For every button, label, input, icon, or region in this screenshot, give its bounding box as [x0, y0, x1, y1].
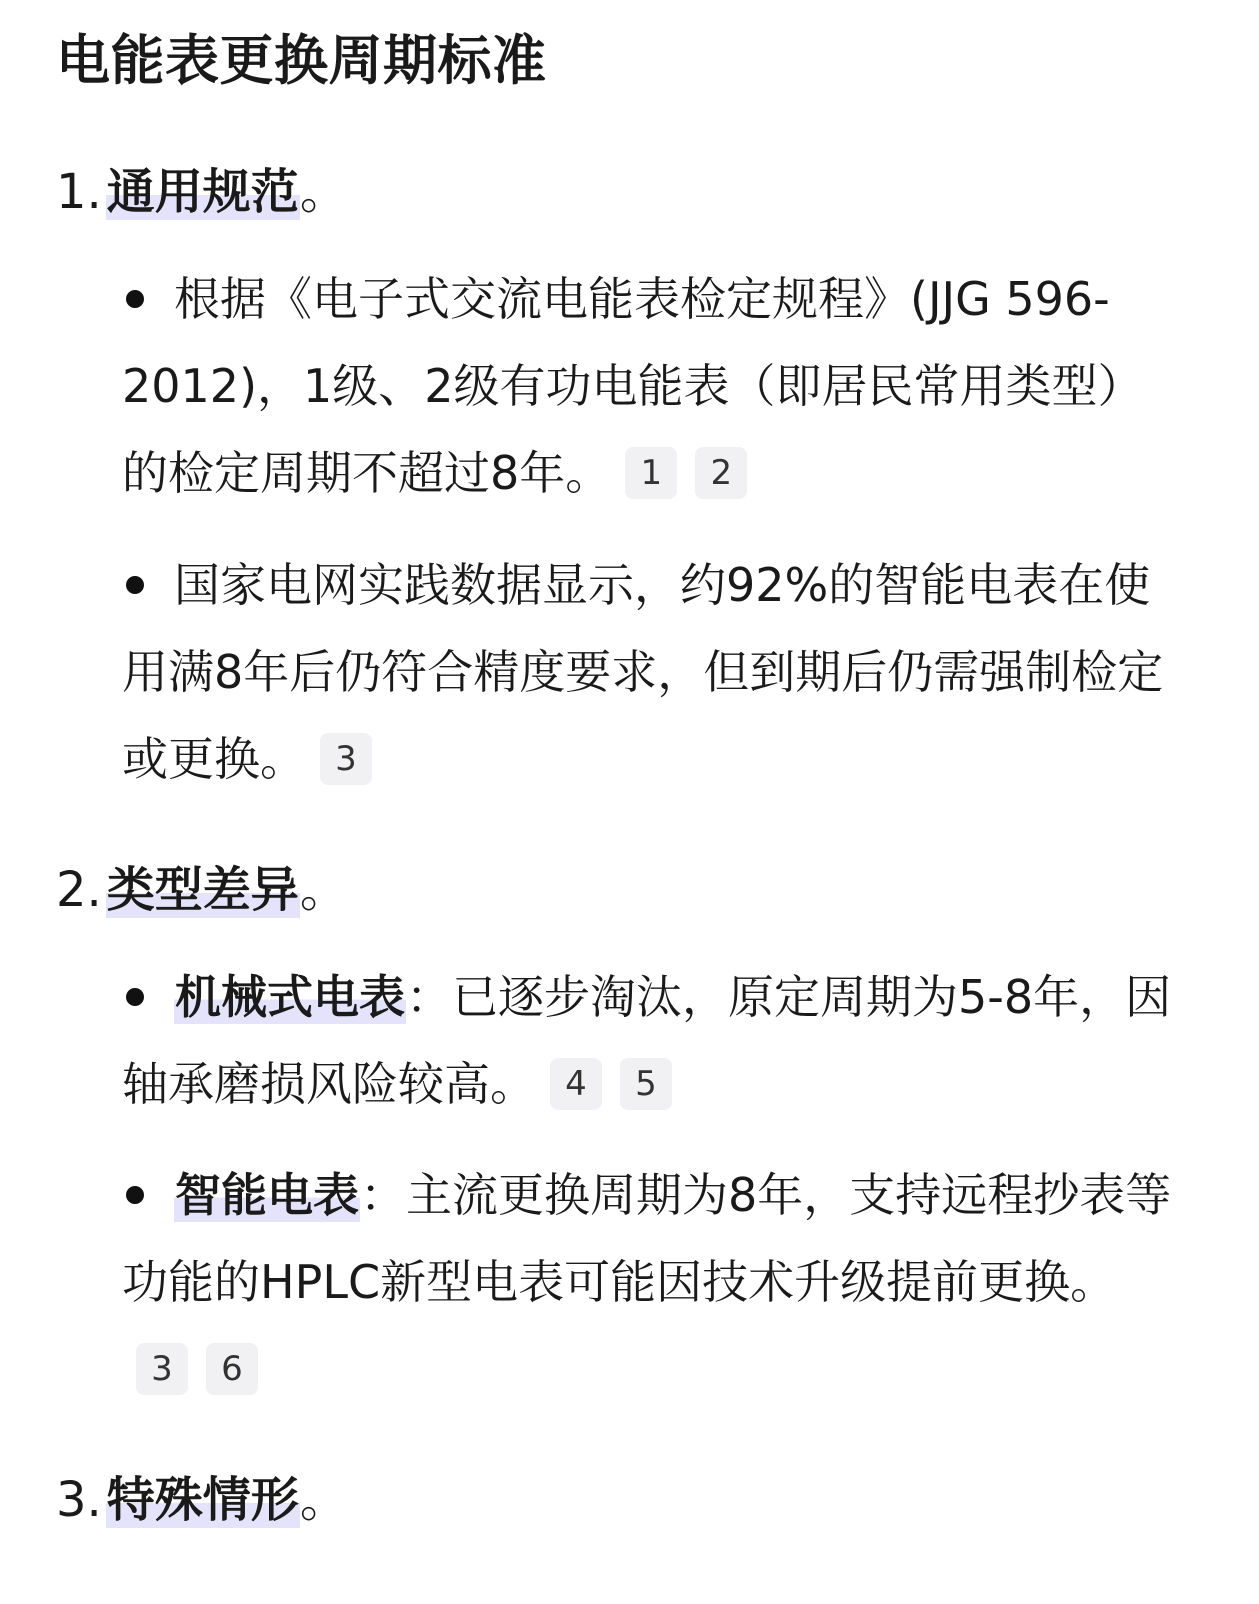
section-number: 1.	[56, 164, 102, 220]
page-title: 电能表更换周期标准	[56, 29, 547, 92]
section-title: 类型差异	[106, 862, 299, 918]
list-item	[122, 1152, 1182, 1413]
list-item	[122, 256, 1182, 517]
citation-badge[interactable]: 4	[550, 1058, 602, 1110]
citation-badge[interactable]: 3	[320, 733, 372, 785]
section-title: 通用规范	[106, 164, 299, 220]
list-item	[122, 542, 1182, 803]
citation-badge[interactable]: 5	[620, 1058, 672, 1110]
section-number: 3.	[56, 1472, 102, 1528]
citation-badge[interactable]: 2	[695, 447, 747, 499]
bullet-dot-icon	[126, 1186, 144, 1204]
list-item-text: ：已逐步淘汰，原定周期为5-8年，因轴承磨损风险较高。	[122, 970, 1172, 1111]
list-item-bold-term: 机械式电表	[175, 970, 405, 1024]
list-item-text: 国家电网实践数据显示，约92%的智能电表在使用满8年后仍符合精度要求，但到期后仍需强制检定或更换。	[122, 558, 1164, 786]
section-heading-3	[56, 1468, 348, 1532]
bullet-dot-icon	[126, 576, 144, 594]
citation-badge[interactable]: 6	[206, 1343, 258, 1395]
list-item-text: 根据《电子式交流电能表检定规程》(JJG 596-2012)，1级、2级有功电能表（即居民常用类型）的检定周期不超过8年。	[122, 272, 1144, 500]
section-number: 2.	[56, 862, 102, 918]
section-period: 。	[299, 862, 348, 918]
section-heading-1	[56, 160, 348, 224]
section-period: 。	[299, 164, 348, 220]
citation-badge[interactable]: 1	[625, 447, 677, 499]
bullet-dot-icon	[126, 290, 144, 308]
list-item-bold-term: 智能电表	[175, 1168, 359, 1222]
section-heading-2	[56, 858, 348, 922]
section-period: 。	[299, 1472, 348, 1528]
citation-badge[interactable]: 3	[136, 1343, 188, 1395]
list-item	[122, 954, 1182, 1128]
list-item-text: ：主流更换周期为8年，支持远程抄表等功能的HPLC新型电表可能因技术升级提前更换。	[122, 1168, 1172, 1309]
section-title: 特殊情形	[106, 1472, 299, 1528]
bullet-dot-icon	[126, 988, 144, 1006]
